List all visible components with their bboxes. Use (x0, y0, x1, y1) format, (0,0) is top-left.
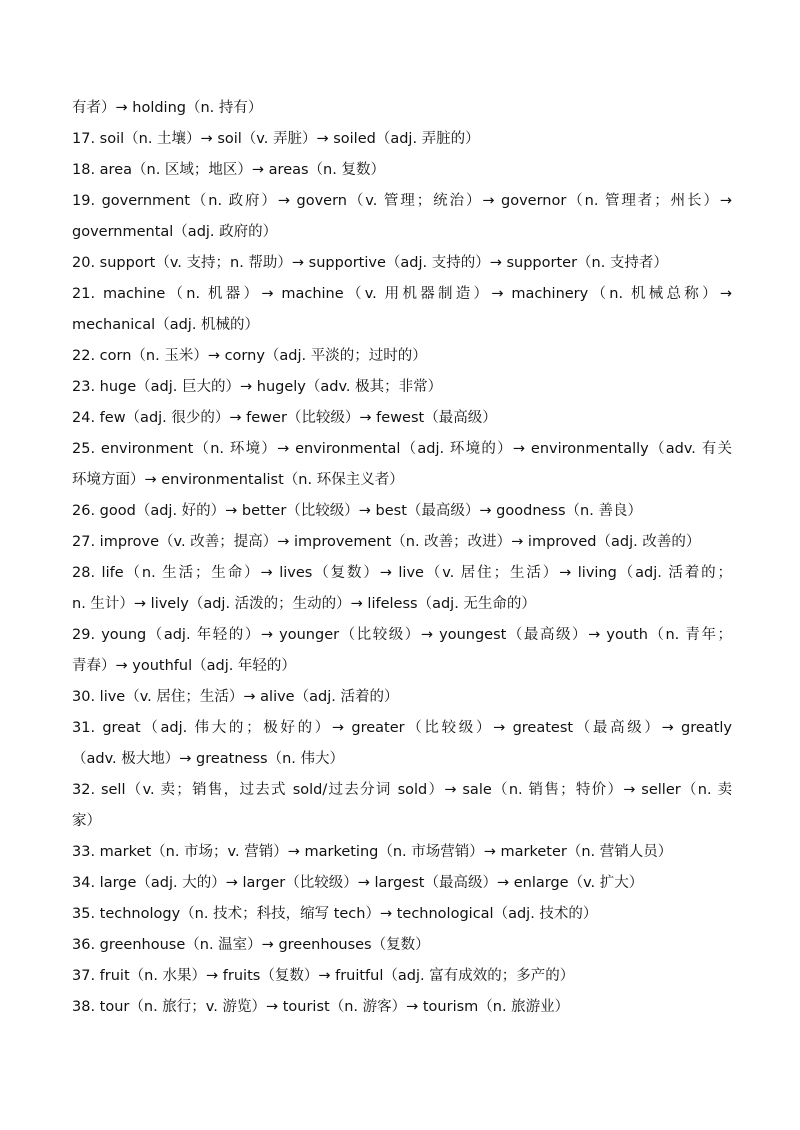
text-line: 31. great（adj. 伟大的；极好的）→ greater（比较级）→ greatest（最高级）→ greatly (72, 720, 732, 736)
text-line: 17. soil（n. 土壤）→ soil（v. 弄脏）→ soiled（adj. 弄脏的） (72, 131, 480, 147)
text-line: 青春）→ youthful（adj. 年轻的） (72, 658, 296, 674)
text-line: mechanical（adj. 机械的） (72, 317, 260, 333)
text-line: 家） (72, 813, 101, 829)
text-line: governmental（adj. 政府的） (72, 224, 278, 240)
text-line: 20. support（v. 支持；n. 帮助）→ supportive（adj. 支持的）→ supporter（n. 支持者） (72, 255, 668, 271)
text-line: 19. government（n. 政府）→ govern（v. 管理；统治）→ governor（n. 管理者；州长）→ (72, 193, 732, 209)
text-line: 38. tour（n. 旅行；v. 游览）→ tourist（n. 游客）→ tourism（n. 旅游业） (72, 999, 570, 1015)
text-line: 22. corn（n. 玉米）→ corny（adj. 平淡的；过时的） (72, 348, 427, 364)
text-line: 36. greenhouse（n. 温室）→ greenhouses（复数） (72, 937, 430, 953)
text-line: 28. life（n. 生活；生命）→ lives（复数）→ live（v. 居住；生活）→ living（adj. 活着的； (72, 565, 732, 581)
text-line: 25. environment（n. 环境）→ environmental（adj. 环境的）→ environmentally（adv. 有关 (72, 441, 732, 457)
text-line: 18. area（n. 区域；地区）→ areas（n. 复数） (72, 162, 385, 178)
text-line: 30. live（v. 居住；生活）→ alive（adj. 活着的） (72, 689, 399, 705)
text-line: 32. sell（v. 卖；销售，过去式 sold/过去分词 sold）→ sale（n. 销售；特价）→ seller（n. 卖 (72, 782, 732, 798)
text-line: 27. improve（v. 改善；提高）→ improvement（n. 改善；改进）→ improved（adj. 改善的） (72, 534, 701, 550)
text-line: 24. few（adj. 很少的）→ fewer（比较级）→ fewest（最高级） (72, 410, 497, 426)
text-line: 有者）→ holding（n. 持有） (72, 100, 263, 116)
text-line: 35. technology（n. 技术；科技，缩写 tech）→ technological（adj. 技术的） (72, 906, 598, 922)
text-line: 26. good（adj. 好的）→ better（比较级）→ best（最高级）→ goodness（n. 善良） (72, 503, 642, 519)
text-line: 33. market（n. 市场；v. 营销）→ marketing（n. 市场营销）→ marketer（n. 营销人员） (72, 844, 673, 860)
text-line: 34. large（adj. 大的）→ larger（比较级）→ largest（最高级）→ enlarge（v. 扩大） (72, 875, 644, 891)
text-line: （adv. 极大地）→ greatness（n. 伟大） (72, 751, 344, 767)
text-line: 37. fruit（n. 水果）→ fruits（复数）→ fruitful（adj. 富有成效的；多产的） (72, 968, 575, 984)
text-line: 29. young（adj. 年轻的）→ younger（比较级）→ youngest（最高级）→ youth（n. 青年； (72, 627, 732, 643)
text-line: 环境方面）→ environmentalist（n. 环保主义者） (72, 472, 404, 488)
word-list (72, 93, 732, 1023)
text-line: 21. machine（n. 机器）→ machine（v. 用机器制造）→ machinery（n. 机械总称）→ (72, 286, 732, 302)
text-line: 23. huge（adj. 巨大的）→ hugely（adv. 极其；非常） (72, 379, 443, 395)
text-line: n. 生计）→ lively（adj. 活泼的；生动的）→ lifeless（adj. 无生命的） (72, 596, 536, 612)
